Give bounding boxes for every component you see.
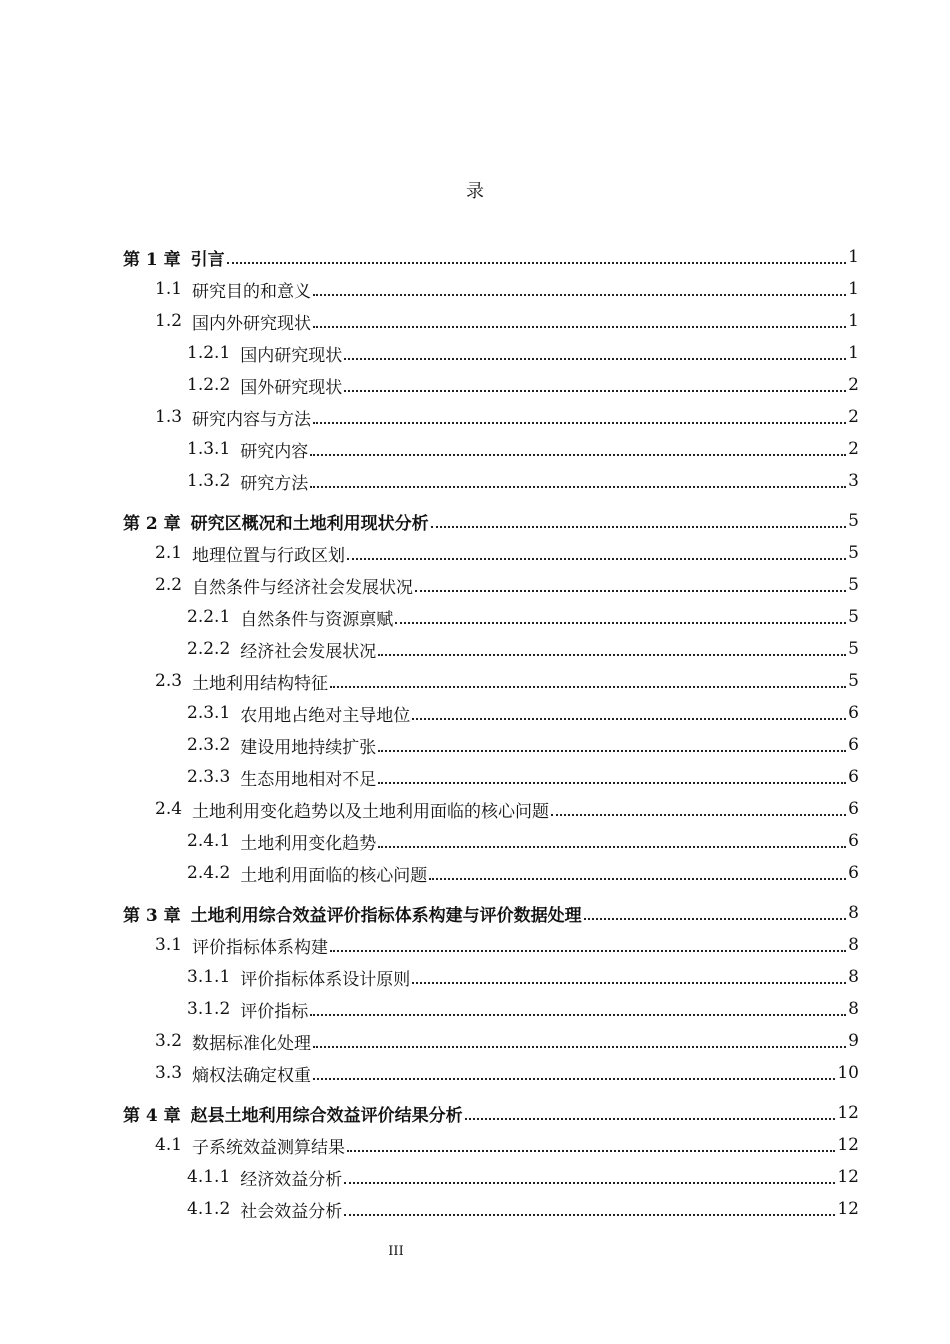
toc-entry[interactable]: [155, 570, 859, 600]
dot-leader: [347, 1149, 835, 1152]
toc-entry[interactable]: [155, 306, 859, 336]
toc-entry-title: 土地利用结构特征: [192, 673, 329, 694]
toc-entry-title: 自然条件与资源禀赋: [240, 609, 394, 630]
toc-entry[interactable]: [187, 434, 859, 464]
dot-leader: [347, 557, 846, 560]
dot-leader: [310, 1013, 846, 1016]
toc-entry[interactable]: [187, 826, 859, 856]
toc-entry[interactable]: [187, 730, 859, 760]
toc-entry[interactable]: [187, 698, 859, 728]
toc-entry-number: 3.1: [155, 935, 183, 955]
toc-entry-page: 1: [848, 343, 859, 363]
dot-leader: [415, 589, 846, 592]
dot-leader: [378, 653, 846, 656]
toc-entry-title: 建设用地持续扩张: [240, 737, 377, 758]
dot-leader: [313, 1045, 846, 1048]
toc-entry[interactable]: [155, 1058, 859, 1088]
page-number-footer: III: [388, 1244, 404, 1259]
toc-entry-page: 6: [848, 799, 859, 819]
toc-entry[interactable]: [187, 634, 859, 664]
toc-entry[interactable]: [155, 402, 859, 432]
dot-leader: [378, 749, 846, 752]
toc-entry[interactable]: [123, 242, 859, 272]
dot-leader: [344, 1213, 835, 1216]
toc-entry-page: 8: [848, 999, 859, 1019]
toc-entry-number: 2.3: [155, 671, 183, 691]
toc-entry-number: 2.3.2: [187, 735, 231, 755]
toc-entry[interactable]: [187, 602, 859, 632]
toc-entry-title: 研究方法: [240, 473, 309, 494]
toc-entry-page: 5: [848, 511, 859, 531]
page-title: 录: [466, 181, 484, 202]
toc-entry-number: 2.2.1: [187, 607, 231, 627]
dot-leader: [313, 325, 846, 328]
toc-entry-title: 国内研究现状: [240, 345, 343, 366]
toc-entry-number: 2.2: [155, 575, 183, 595]
toc-entry-title: 农用地占绝对主导地位: [240, 705, 411, 726]
toc-entry-page: 2: [848, 375, 859, 395]
toc-entry[interactable]: [155, 1026, 859, 1056]
toc-entry-page: 1: [848, 279, 859, 299]
toc-entry[interactable]: [187, 370, 859, 400]
toc-entry[interactable]: [187, 762, 859, 792]
toc-entry-page: 5: [848, 575, 859, 595]
toc-entry[interactable]: [155, 274, 859, 304]
toc-entry[interactable]: [187, 338, 859, 368]
toc-entry-number: 1.3.2: [187, 471, 231, 491]
toc-entry-page: 6: [848, 863, 859, 883]
dot-leader: [344, 1181, 835, 1184]
toc-entry-title: 土地利用变化趋势: [240, 833, 377, 854]
dot-leader: [412, 717, 846, 720]
toc-entry-title: 国外研究现状: [240, 377, 343, 398]
toc-entry-page: 1: [848, 247, 859, 267]
toc-entry-title: 数据标准化处理: [192, 1033, 312, 1054]
toc-entry-number: 3.1.1: [187, 967, 231, 987]
toc-entry-title: 赵县土地利用综合效益评价结果分析: [190, 1105, 463, 1126]
toc-entry-title: 研究目的和意义: [192, 281, 312, 302]
dot-leader: [431, 525, 847, 528]
toc-entry-title: 自然条件与经济社会发展状况: [192, 577, 414, 598]
toc-entry-number: 1.1: [155, 279, 183, 299]
toc-entry[interactable]: [155, 1130, 859, 1160]
dot-leader: [330, 949, 846, 952]
toc-entry-number: 1.2.1: [187, 343, 231, 363]
toc-entry-title: 评价指标体系构建: [192, 937, 329, 958]
toc-entry-number: 2.4.2: [187, 863, 231, 883]
toc-entry-page: 12: [837, 1135, 859, 1155]
toc-entry-page: 5: [848, 639, 859, 659]
toc-entry-page: 6: [848, 703, 859, 723]
toc-entry-page: 10: [837, 1063, 859, 1083]
toc-entry-page: 12: [837, 1167, 859, 1187]
toc-entry-page: 8: [848, 967, 859, 987]
toc-entry-page: 1: [848, 311, 859, 331]
toc-entry[interactable]: [187, 466, 859, 496]
toc-entry-page: 5: [848, 543, 859, 563]
toc-entry-page: 12: [837, 1199, 859, 1219]
toc-entry-page: 6: [848, 767, 859, 787]
dot-leader: [344, 389, 846, 392]
toc-entry[interactable]: [187, 1194, 859, 1224]
toc-entry-title: 土地利用变化趋势以及土地利用面临的核心问题: [192, 801, 550, 822]
dot-leader: [465, 1117, 836, 1120]
toc-entry-title: 经济效益分析: [240, 1169, 343, 1190]
toc-entry-page: 5: [848, 671, 859, 691]
toc-entry-number: 1.3: [155, 407, 183, 427]
dot-leader: [330, 685, 846, 688]
toc-entry[interactable]: [155, 794, 859, 824]
toc-entry-title: 生态用地相对不足: [240, 769, 377, 790]
toc-entry[interactable]: [187, 1162, 859, 1192]
dot-leader: [310, 453, 846, 456]
toc-entry-title: 评价指标体系设计原则: [240, 969, 411, 990]
toc-entry-number: 第 1 章: [123, 249, 181, 270]
toc-entry-number: 2.3.3: [187, 767, 231, 787]
toc-entry-title: 子系统效益测算结果: [192, 1137, 346, 1158]
toc-entry[interactable]: [123, 898, 859, 928]
toc-entry-title: 研究区概况和土地利用现状分析: [190, 513, 429, 534]
toc-entry-number: 第 4 章: [123, 1105, 181, 1126]
toc-entry[interactable]: [187, 994, 859, 1024]
toc-entry-number: 2.2.2: [187, 639, 231, 659]
toc-entry-title: 熵权法确定权重: [192, 1065, 312, 1086]
dot-leader: [227, 261, 847, 264]
dot-leader: [584, 917, 847, 920]
dot-leader: [551, 813, 846, 816]
toc-entry-page: 2: [848, 439, 859, 459]
toc-entry[interactable]: [123, 1098, 859, 1128]
toc-entry-number: 2.4.1: [187, 831, 231, 851]
toc-entry-number: 4.1.2: [187, 1199, 231, 1219]
toc-entry-number: 4.1.1: [187, 1167, 231, 1187]
toc-entry-number: 2.1: [155, 543, 183, 563]
toc-entry-page: 12: [837, 1103, 859, 1123]
toc-entry[interactable]: [155, 930, 859, 960]
toc-entry-number: 2.3.1: [187, 703, 231, 723]
toc-entry-page: 8: [848, 935, 859, 955]
dot-leader: [378, 845, 846, 848]
toc-entry-number: 4.1: [155, 1135, 183, 1155]
toc-entry-page: 9: [848, 1031, 859, 1051]
toc-entry-page: 6: [848, 831, 859, 851]
toc-entry-title: 社会效益分析: [240, 1201, 343, 1222]
dot-leader: [313, 293, 846, 296]
dot-leader: [313, 421, 846, 424]
toc-entry-title: 地理位置与行政区划: [192, 545, 346, 566]
toc-entry-number: 第 3 章: [123, 905, 181, 926]
toc-entry-number: 2.4: [155, 799, 183, 819]
toc-entry-page: 3: [848, 471, 859, 491]
toc-entry-number: 3.2: [155, 1031, 183, 1051]
toc-entry-title: 评价指标: [240, 1001, 309, 1022]
toc-entry-number: 第 2 章: [123, 513, 181, 534]
toc-entry-title: 国内外研究现状: [192, 313, 312, 334]
toc-entry-page: 6: [848, 735, 859, 755]
dot-leader: [429, 877, 846, 880]
toc-entry-number: 1.2.2: [187, 375, 231, 395]
toc-entry-title: 经济社会发展状况: [240, 641, 377, 662]
toc-entry-title: 引言: [190, 249, 225, 270]
toc-entry-number: 1.3.1: [187, 439, 231, 459]
toc-entry-number: 1.2: [155, 311, 183, 331]
toc-entry-title: 研究内容与方法: [192, 409, 312, 430]
toc-entry[interactable]: [187, 858, 859, 888]
toc-entry-page: 2: [848, 407, 859, 427]
dot-leader: [378, 781, 846, 784]
dot-leader: [395, 621, 846, 624]
toc-entry[interactable]: [123, 506, 859, 536]
toc-entry-title: 土地利用面临的核心问题: [240, 865, 428, 886]
dot-leader: [344, 357, 846, 360]
dot-leader: [310, 485, 846, 488]
toc-entry[interactable]: [155, 666, 859, 696]
toc-entry-number: 3.3: [155, 1063, 183, 1083]
toc-entry-page: 8: [848, 903, 859, 923]
toc-entry-number: 3.1.2: [187, 999, 231, 1019]
toc-entry[interactable]: [155, 538, 859, 568]
toc-entry-title: 土地利用综合效益评价指标体系构建与评价数据处理: [190, 905, 582, 926]
toc-entry-title: 研究内容: [240, 441, 309, 462]
dot-leader: [412, 981, 846, 984]
toc-entry-page: 5: [848, 607, 859, 627]
dot-leader: [313, 1077, 835, 1080]
toc-entry[interactable]: [187, 962, 859, 992]
